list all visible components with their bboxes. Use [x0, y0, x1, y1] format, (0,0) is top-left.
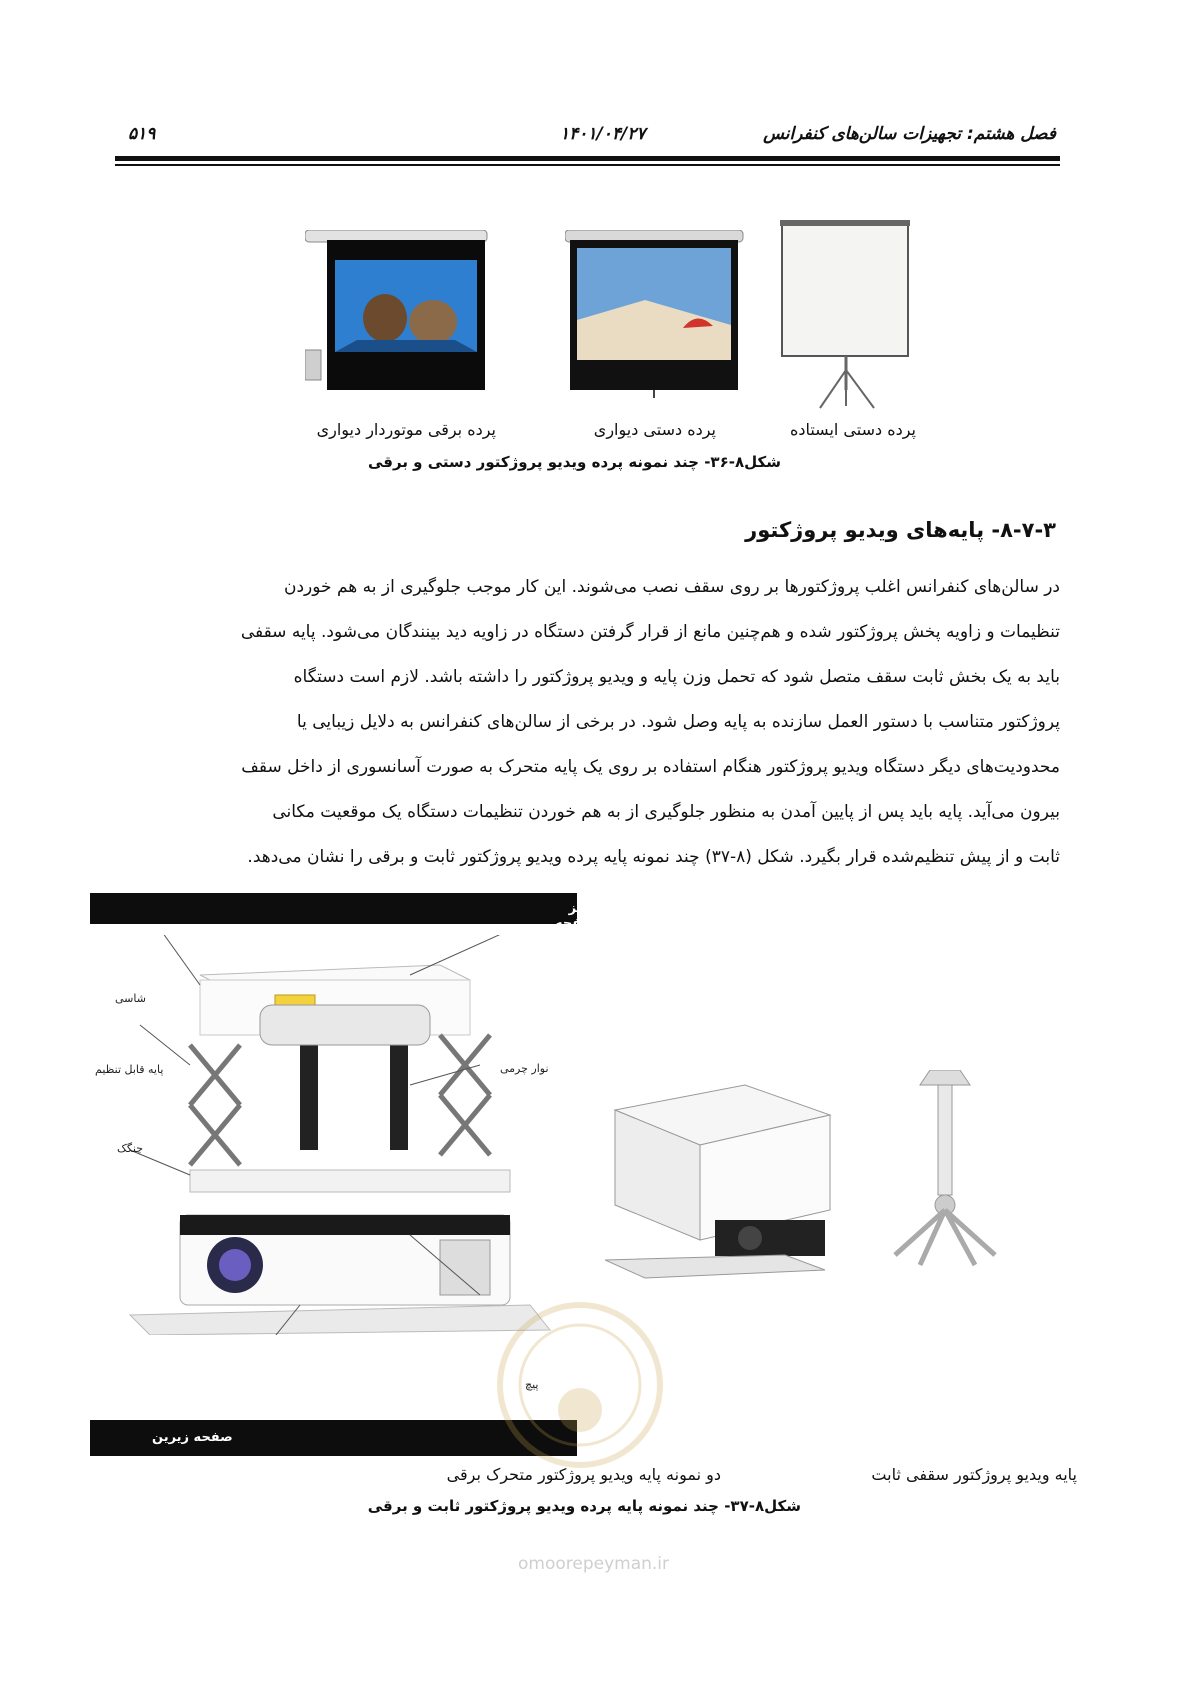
projector-lift-icon: [110, 935, 570, 1335]
label-bottom: صفحه زیرین: [152, 1430, 233, 1445]
wall-screen-caption: پرده دستی دیواری: [593, 420, 716, 439]
tripod-screen-caption: پرده دستی ایستاده: [789, 420, 916, 439]
paragraph-line: تنظیمات و زاویه پخش پروژکتور شده و هم‌چنین مانع از قرار گرفتن دستگاه در زاویه دید بینندگان می‌شود. پایه سقفی: [240, 622, 1060, 642]
ceiling-mount-icon: [890, 1070, 1000, 1270]
label-leather-strap: نوار چرمی: [500, 1062, 549, 1075]
header-date: ۱۴۰۱/۰۴/۲۷: [560, 124, 646, 144]
header-rule-thick: [115, 156, 1060, 161]
page-number: ۵۱۹: [128, 124, 156, 144]
header-rule-thin: [115, 164, 1060, 166]
motorized-lift-caption: دو نمونه پایه ویدیو پروژکتور متحرک برقی: [446, 1465, 721, 1484]
paragraph-line: محدودیت‌های دیگر دستگاه ویدیو پروژکتور هنگام استفاده بر روی یک پایه متحرک به صورت آسانسوری از داخل سقف: [241, 757, 1060, 777]
enclosed-lift-icon: [605, 1070, 835, 1280]
body-paragraph: [115, 565, 1060, 880]
chapter-title: فصل هشتم: تجهیزات سالن‌های کنفرانس: [763, 124, 1056, 144]
figure37-title: شکل۸-۳۷- چند نمونه پایه پرده ویدیو پروژکتور ثابت و برقی: [367, 1497, 801, 1515]
paragraph-line: باید به یک بخش ثابت سقف متصل شود که تحمل وزن پایه و ویدیو پروژکتور را داشته باشد. لازم است دستگاه: [293, 667, 1060, 687]
label-top: آویز صفحه نصب: [555, 901, 595, 946]
label-screw: پیچ: [525, 1378, 539, 1391]
paragraph-line: پروژکتور متناسب با دستور العمل سازنده به پایه وصل شود. در برخی از سالن‌های کنفرانس به دلایل زیبایی یا: [296, 712, 1060, 732]
paragraph-line: بیرون می‌آید. پایه باید پس از پایین آمدن به منظور جلوگیری از به هم خوردن تنظیمات دستگاه یک موقعیت مکانی: [272, 802, 1060, 822]
fixed-mount-caption: پایه ویدیو پروژکتور سقفی ثابت: [871, 1465, 1077, 1484]
watermark-seal-icon: [495, 1300, 665, 1470]
label-hook: چنگک: [117, 1142, 144, 1155]
watermark-url: omoorepeyman.ir: [518, 1554, 670, 1574]
label-chassis: شاسی: [115, 992, 146, 1005]
lift-top-banner: [90, 893, 595, 946]
motorized-screen-caption: پرده برقی موتوردار دیواری: [316, 420, 496, 439]
section-heading: ۸-۷-۳- پایه‌های ویدیو پروژکتور: [745, 518, 1056, 542]
paragraph-line: ثابت و از پیش تنظیم‌شده قرار بگیرد. شکل (۸-۳۷) چند نمونه پایه پرده ویدیو پروژکتور ثابت و برقی را نشان می‌دهد.: [247, 847, 1060, 867]
label-adjustable-leg: پایه قابل تنظیم: [95, 1063, 164, 1076]
tripod-screen-icon: [780, 220, 920, 410]
motorized-screen-icon: [305, 230, 490, 400]
wall-screen-icon: [565, 230, 745, 400]
paragraph-line: در سالن‌های کنفرانس اغلب پروژکتورها بر روی سقف نصب می‌شوند. این کار موجب جلوگیری از به هم خوردن: [283, 577, 1060, 597]
figure36-title: شکل۸-۳۶- چند نمونه پرده ویدیو پروژکتور دستی و برقی: [367, 453, 781, 471]
